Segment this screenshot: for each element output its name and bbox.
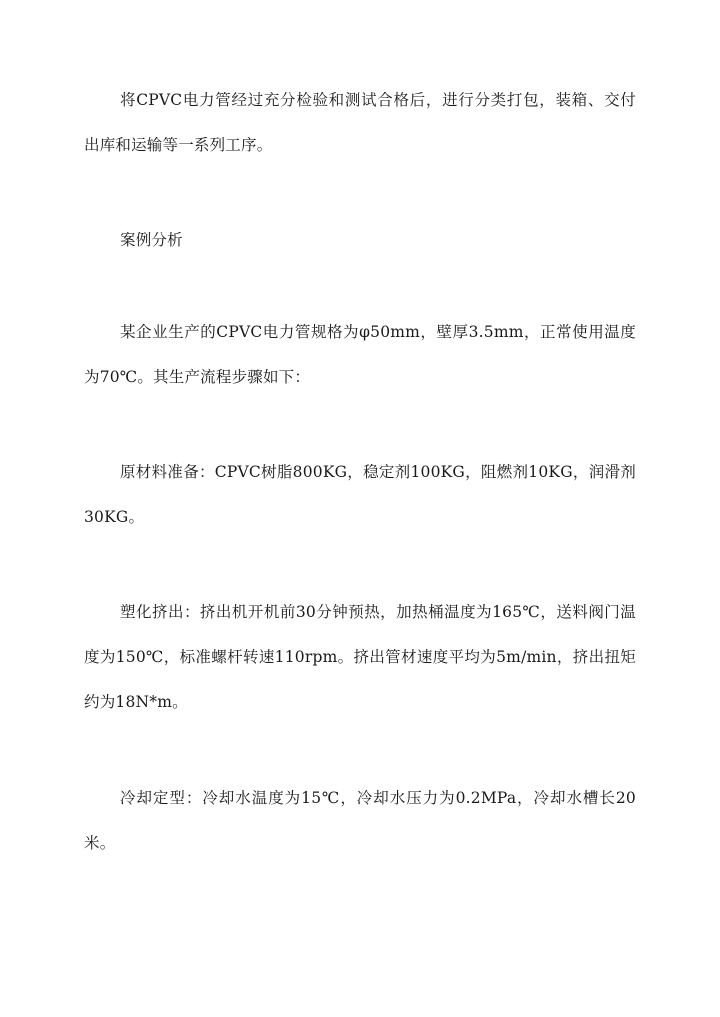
paragraph-cooling: 冷却定型：冷却水温度为15℃，冷却水压力为0.2MPa，冷却水槽长20米。 — [84, 789, 636, 852]
paragraph-raw-materials: 原材料准备：CPVC树脂800KG，稳定剂100KG，阻燃剂10KG，润滑剂30KG。 — [84, 463, 636, 526]
section-heading-case-analysis: 案例分析 — [120, 231, 183, 249]
paragraph-packaging: 将CPVC电力管经过充分检验和测试合格后，进行分类打包，装箱、交付出库和运输等一系列工序。 — [84, 91, 636, 154]
paragraph-product-spec: 某企业生产的CPVC电力管规格为φ50mm，壁厚3.5mm，正常使用温度为70℃。其生产流程步骤如下： — [84, 323, 636, 386]
paragraph-extrusion: 塑化挤出：挤出机开机前30分钟预热，加热桶温度为165℃，送料阀门温度为150℃，标准螺杆转速110rpm。挤出管材速度平均为5m/min，挤出扭矩约为18N*m。 — [84, 603, 636, 711]
